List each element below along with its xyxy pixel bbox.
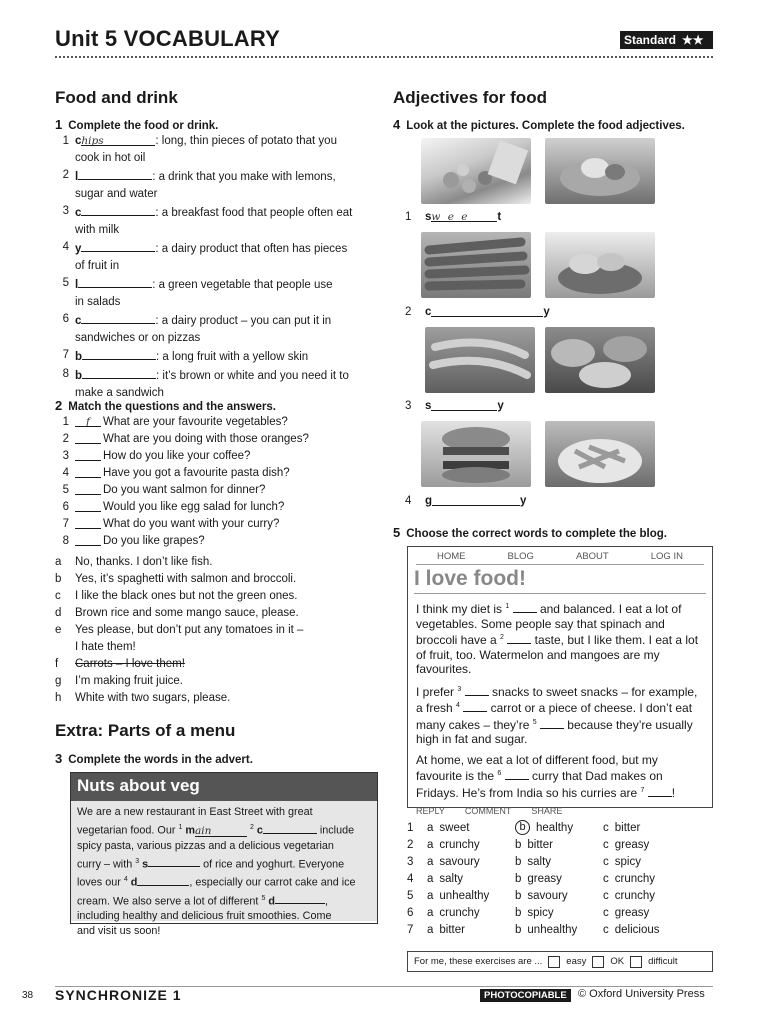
item-number: 7 — [62, 349, 69, 361]
option-text: unhealthy — [439, 890, 490, 902]
item-number: 3 — [62, 205, 69, 217]
blog-comment-link[interactable]: COMMENT — [464, 806, 512, 816]
choice-option-b[interactable] — [515, 837, 603, 854]
option-text: crunchy — [614, 873, 656, 885]
option-text: crunchy — [614, 890, 656, 902]
level-label: Standard — [624, 33, 677, 47]
choice-row — [407, 854, 693, 871]
question-number: 6 — [62, 501, 69, 513]
ex2-question — [55, 499, 375, 516]
item-body — [75, 311, 331, 347]
ex2-answer — [55, 571, 375, 588]
crisps-photo — [545, 232, 655, 298]
option-text: sweet — [439, 822, 470, 834]
question-number: 8 — [62, 535, 69, 547]
photocopiable-badge: PHOTOCOPIABLE — [480, 989, 571, 1002]
ex1-item — [55, 167, 375, 203]
option-easy-label: easy — [566, 956, 587, 967]
match-blank[interactable] — [75, 465, 101, 478]
option-text: spicy — [527, 907, 554, 919]
question-text: Would you like egg salad for lunch? — [103, 501, 285, 513]
option-text: bitter — [614, 822, 641, 834]
exercise-2-answers — [55, 554, 375, 707]
question-number: 7 — [62, 518, 69, 530]
blog-nav-login[interactable]: LOG IN — [650, 551, 683, 562]
choice-option-b[interactable] — [515, 888, 603, 905]
option-text: healthy — [536, 822, 574, 834]
choice-number: 4 — [407, 873, 414, 885]
option-text: salty — [439, 873, 464, 885]
answer-letter: b — [55, 573, 62, 585]
blog-nav-about[interactable]: ABOUT — [575, 551, 609, 562]
choice-row — [407, 837, 693, 854]
exercise-5-heading: 5 Choose the correct words to complete the blog. — [393, 525, 667, 540]
section-heading-adjectives: Adjectives for food — [393, 88, 547, 107]
exercise-3-heading: 3 Complete the words in the advert. — [55, 751, 253, 766]
question-text: What do you want with your curry? — [103, 518, 280, 530]
answer-text: White with two sugars, please. — [75, 692, 231, 704]
answer-text: Yes, it’s spaghetti with salmon and broccoli. — [75, 573, 297, 585]
ex2-answer — [55, 588, 375, 605]
first-letter: c — [75, 315, 82, 327]
adj-item-4 — [405, 493, 526, 510]
adj-last-letter: y — [520, 495, 527, 507]
question-number: 2 — [62, 433, 69, 445]
option-letter: a — [427, 907, 434, 919]
item-number: 8 — [62, 368, 69, 380]
difficulty-rating — [407, 951, 713, 972]
answer-letter: h — [55, 692, 62, 704]
choice-option-b[interactable] — [515, 854, 603, 871]
choice-number: 3 — [407, 856, 414, 868]
blog-reply-link[interactable]: REPLY — [416, 806, 445, 816]
adj-first-letter: c — [425, 306, 432, 318]
answer-letter: c — [55, 590, 61, 602]
item-body — [75, 347, 308, 366]
option-letter: a — [427, 856, 434, 868]
chillies-photo — [425, 327, 535, 393]
option-letter: c — [603, 839, 609, 851]
match-blank[interactable] — [75, 499, 101, 512]
advert-box — [70, 772, 378, 938]
checkbox-ok[interactable] — [592, 956, 604, 968]
adj-item-1 — [405, 209, 501, 226]
cake-photo — [545, 138, 655, 204]
adj-number: 3 — [405, 400, 412, 412]
choice-option-c[interactable] — [603, 905, 693, 922]
option-text: salty — [527, 856, 552, 868]
advert-blank-2[interactable] — [263, 821, 317, 834]
adj-number: 4 — [405, 495, 412, 507]
match-blank[interactable] — [75, 516, 101, 529]
answer-blank[interactable] — [82, 347, 156, 360]
option-letter: a — [427, 890, 434, 902]
exercise-1-heading: 1 Complete the food or drink. — [55, 117, 219, 132]
advert-blank-4[interactable] — [137, 873, 189, 886]
choice-number: 7 — [407, 924, 414, 936]
clue-text: : a green vegetable that people use — [152, 279, 333, 291]
option-text: bitter — [439, 924, 465, 936]
ex1-item — [55, 275, 375, 311]
option-text: spicy — [614, 856, 641, 868]
option-letter: a — [427, 839, 434, 851]
ex2-question — [55, 448, 375, 465]
option-text: bitter — [527, 839, 553, 851]
item-number: 6 — [62, 313, 69, 325]
advert-body: We are a new restaurant in East Street with great vegetarian food. Our $^1$ main $^2$ c include spicy pasta, various pizzas and a delicious vegetarian curry – with $^3$ s of rice and yoghurt. Everyone loves our $^4$ d , especially our carrot cake and ice cream. We also serve a lot of different $^5$ d , including healthy and delicious fruit smoothies. Come and visit us soon! — [71, 801, 377, 921]
ex1-item — [55, 133, 375, 167]
choice-number: 6 — [407, 907, 414, 919]
clue-continued: with milk — [75, 224, 120, 236]
book-brand: SYNCHRONIZE 1 — [55, 987, 182, 1003]
option-text: savoury — [527, 890, 568, 902]
advert-blank-3[interactable] — [148, 854, 200, 867]
ex2-question — [55, 482, 375, 499]
first-letter: b — [75, 370, 83, 382]
choice-option-c[interactable] — [603, 820, 693, 837]
ex2-question — [55, 414, 375, 431]
option-text: unhealthy — [527, 924, 578, 936]
blog-paragraph-2: I prefer $^3$ snacks to sweet snacks – for example, a fresh $^4$ carrot or a piece of cheese. I don’t eat many cakes – they’re $^5$ because they’re usually high in fat and sugar. — [416, 684, 698, 746]
option-text: delicious — [614, 924, 660, 936]
option-letter: c — [603, 890, 609, 902]
clue-text: : it’s brown or white and you need it to — [156, 370, 349, 382]
choice-row — [407, 820, 693, 837]
item-number: 2 — [62, 169, 69, 181]
choice-option-c[interactable] — [603, 854, 693, 871]
choice-option-a[interactable] — [427, 922, 515, 939]
blog-box — [407, 546, 713, 816]
option-letter: c — [603, 873, 609, 885]
choice-option-c[interactable] — [603, 888, 693, 905]
option-ok-label: OK — [610, 956, 625, 967]
blog-paragraph-3: At home, we eat a lot of different food, but my favourite is the $^6$ curry that Dad makes on Fridays. He’s from India so his curries are $^7$ ! — [416, 752, 676, 800]
exercise-1-list — [55, 133, 375, 402]
item-body — [75, 203, 352, 239]
clue-continued: of fruit in — [75, 260, 120, 272]
option-letter: c — [603, 856, 609, 868]
blog-nav — [416, 551, 704, 565]
ex2-question — [55, 516, 375, 533]
clue-text: : a breakfast food that people often eat — [155, 207, 353, 219]
adj-blank[interactable]: w e e — [431, 209, 497, 222]
clue-text: : a long fruit with a yellow skin — [156, 351, 309, 363]
sweets-photo — [421, 138, 531, 204]
question-text: Do you like grapes? — [103, 535, 205, 547]
answer-blank[interactable] — [78, 167, 152, 180]
page-number: 38 — [22, 990, 34, 1001]
choice-row — [407, 905, 693, 922]
option-letter: c — [603, 924, 609, 936]
option-letter: b — [515, 839, 522, 851]
choice-row — [407, 871, 693, 888]
clue-text: : long, thin pieces of potato that you — [155, 135, 337, 147]
answer-text: Yes please, but don’t put any tomatoes in it – — [75, 624, 304, 636]
clue-continued: make a sandwich — [75, 387, 164, 399]
adj-item-2 — [405, 304, 550, 321]
ex1-item — [55, 311, 375, 347]
option-letter: b — [515, 924, 522, 936]
exercise-2-heading: 2 Match the questions and the answers. — [55, 398, 276, 413]
answer-blank[interactable] — [81, 311, 155, 324]
ex1-item — [55, 366, 375, 402]
publisher: © Oxford University Press — [578, 988, 705, 1000]
choice-row — [407, 922, 693, 939]
choice-option-b[interactable] — [515, 871, 603, 888]
blog-title: I love food! — [414, 567, 706, 594]
exercise-2-questions — [55, 414, 375, 550]
question-text: Do you want salmon for dinner? — [103, 484, 266, 496]
advert-blank-5[interactable] — [275, 891, 325, 904]
item-body — [75, 239, 347, 275]
option-text: crunchy — [439, 839, 480, 851]
choice-option-b[interactable] — [515, 905, 603, 922]
option-letter: b — [515, 907, 522, 919]
option-letter: b — [515, 820, 530, 835]
adj-number: 1 — [405, 211, 412, 223]
ex2-answer — [55, 690, 375, 707]
match-blank[interactable] — [75, 431, 101, 444]
curry-photo — [545, 327, 655, 393]
answer-blank[interactable] — [81, 239, 155, 252]
first-letter: l — [75, 171, 79, 183]
clue-continued: sandwiches or on pizzas — [75, 332, 201, 344]
item-body — [75, 275, 333, 311]
choice-option-c[interactable] — [603, 922, 693, 939]
blog-paragraph-1: I think my diet is $^1$ and balanced. I eat a lot of vegetables. Some people say that spinach and broccoli have a $^2$ taste, but I like them. I eat a lot of fruit, too. Watermelon and mangoes are my favourites. — [416, 602, 699, 676]
difficulty-label: For me, these exercises are ... — [414, 956, 543, 967]
ex2-answer — [55, 554, 375, 571]
answer-text: I like the black ones but not the green ones. — [75, 590, 298, 602]
first-letter: b — [75, 351, 83, 363]
ex2-answer — [55, 656, 375, 673]
adj-number: 2 — [405, 306, 412, 318]
answer-continued: I hate them! — [75, 641, 136, 653]
choice-option-c[interactable] — [603, 837, 693, 854]
question-text: Have you got a favourite pasta dish? — [103, 467, 290, 479]
clue-continued: in salads — [75, 296, 121, 308]
ex2-answer — [55, 605, 375, 622]
advert-blank-1[interactable]: ain — [195, 824, 247, 837]
advert-title: Nuts about veg — [71, 773, 377, 801]
question-text: What are you doing with those oranges? — [103, 433, 309, 445]
choice-number: 1 — [407, 822, 414, 834]
chips-photo — [545, 421, 655, 487]
answer-letter: g — [55, 675, 62, 687]
question-text: What are your favourite vegetables? — [103, 416, 288, 428]
match-blank[interactable] — [75, 533, 101, 546]
option-letter: a — [427, 873, 434, 885]
item-body — [75, 133, 337, 167]
ex2-question — [55, 465, 375, 482]
adj-first-letter: s — [425, 211, 432, 223]
star-icons: ★★ — [682, 33, 704, 47]
section-heading-parts-of-menu: Extra: Parts of a menu — [55, 721, 236, 740]
carrots-photo — [421, 232, 531, 298]
item-number: 4 — [62, 241, 69, 253]
choice-option-a[interactable] — [427, 837, 515, 854]
first-letter: c — [75, 135, 82, 147]
ex1-item — [55, 347, 375, 366]
answer-text: Carrots – I love them! — [75, 658, 185, 670]
exercise-4-heading: 4 Look at the pictures. Complete the food adjectives. — [393, 117, 685, 132]
question-number: 1 — [62, 416, 69, 428]
choice-number: 5 — [407, 890, 414, 902]
choice-option-a[interactable] — [427, 820, 515, 837]
item-body — [75, 167, 336, 203]
exercise-5-choices — [407, 820, 693, 939]
option-text: greasy — [614, 907, 650, 919]
adj-item-3 — [405, 398, 504, 415]
choice-row — [407, 888, 693, 905]
question-number: 3 — [62, 450, 69, 462]
option-letter: b — [515, 856, 522, 868]
adj-blank[interactable] — [431, 398, 497, 411]
answer-letter: d — [55, 607, 62, 619]
header-divider — [55, 56, 713, 58]
answer-blank[interactable] — [81, 203, 155, 216]
option-letter: a — [427, 822, 434, 834]
burger-photo — [421, 421, 531, 487]
question-number: 5 — [62, 484, 69, 496]
clue-text: : a dairy product that often has pieces — [155, 243, 348, 255]
answer-letter: f — [55, 658, 59, 670]
adj-first-letter: s — [425, 400, 432, 412]
option-text: savoury — [439, 856, 480, 868]
adj-blank[interactable] — [432, 493, 520, 506]
blog-nav-blog[interactable]: BLOG — [507, 551, 534, 562]
ex2-answer — [55, 622, 375, 656]
first-letter: y — [75, 243, 82, 255]
answer-text: I’m making fruit juice. — [75, 675, 184, 687]
page-title: Unit 5 VOCABULARY — [55, 26, 281, 51]
choice-number: 2 — [407, 839, 414, 851]
adj-last-letter: y — [543, 306, 550, 318]
option-letter: c — [603, 907, 609, 919]
ex2-question — [55, 431, 375, 448]
answer-text: Brown rice and some mango sauce, please. — [75, 607, 299, 619]
option-letter: c — [603, 822, 609, 834]
checkbox-difficult[interactable] — [630, 956, 642, 968]
ex2-answer — [55, 673, 375, 690]
item-number: 1 — [62, 135, 69, 147]
choice-option-a[interactable] — [427, 905, 515, 922]
answer-letter: e — [55, 624, 62, 636]
choice-option-c[interactable] — [603, 871, 693, 888]
choice-option-b[interactable] — [515, 922, 603, 939]
clue-continued: sugar and water — [75, 188, 158, 200]
blog-share-link[interactable]: SHARE — [531, 806, 563, 816]
option-text: greasy — [614, 839, 650, 851]
choice-option-b[interactable] — [515, 820, 603, 837]
answer-letter: a — [55, 556, 62, 568]
first-letter: l — [75, 279, 79, 291]
option-letter: b — [515, 873, 522, 885]
answer-blank[interactable] — [78, 275, 152, 288]
adj-last-letter: y — [497, 400, 504, 412]
match-blank[interactable] — [75, 482, 101, 495]
option-difficult-label: difficult — [648, 956, 678, 967]
choice-option-a[interactable] — [427, 888, 515, 905]
clue-text: : a dairy product – you can put it in — [155, 315, 332, 327]
ex1-item — [55, 203, 375, 239]
answer-blank[interactable] — [82, 366, 156, 379]
clue-continued: cook in hot oil — [75, 152, 146, 164]
adj-blank[interactable] — [431, 304, 543, 317]
ex2-question — [55, 533, 375, 550]
choice-option-a[interactable] — [427, 854, 515, 871]
first-letter: c — [75, 207, 82, 219]
checkbox-easy[interactable] — [548, 956, 560, 968]
blog-footer — [416, 806, 704, 816]
ex1-item — [55, 239, 375, 275]
adj-last-letter: t — [497, 211, 502, 223]
answer-blank[interactable]: hips — [81, 133, 155, 146]
match-blank[interactable] — [75, 448, 101, 461]
item-body — [75, 366, 349, 402]
level-badge — [620, 31, 713, 49]
option-text: greasy — [527, 873, 562, 885]
question-number: 4 — [62, 467, 69, 479]
choice-option-a[interactable] — [427, 871, 515, 888]
adj-first-letter: g — [425, 495, 433, 507]
option-text: crunchy — [439, 907, 480, 919]
item-number: 5 — [62, 277, 69, 289]
answer-text: No, thanks. I don’t like fish. — [75, 556, 213, 568]
option-letter: a — [427, 924, 434, 936]
match-blank[interactable]: f — [75, 414, 101, 427]
section-heading-food-and-drink: Food and drink — [55, 88, 178, 107]
clue-text: : a drink that you make with lemons, — [152, 171, 336, 183]
option-letter: b — [515, 890, 522, 902]
question-text: How do you like your coffee? — [103, 450, 251, 462]
blog-nav-home[interactable]: HOME — [437, 551, 466, 562]
